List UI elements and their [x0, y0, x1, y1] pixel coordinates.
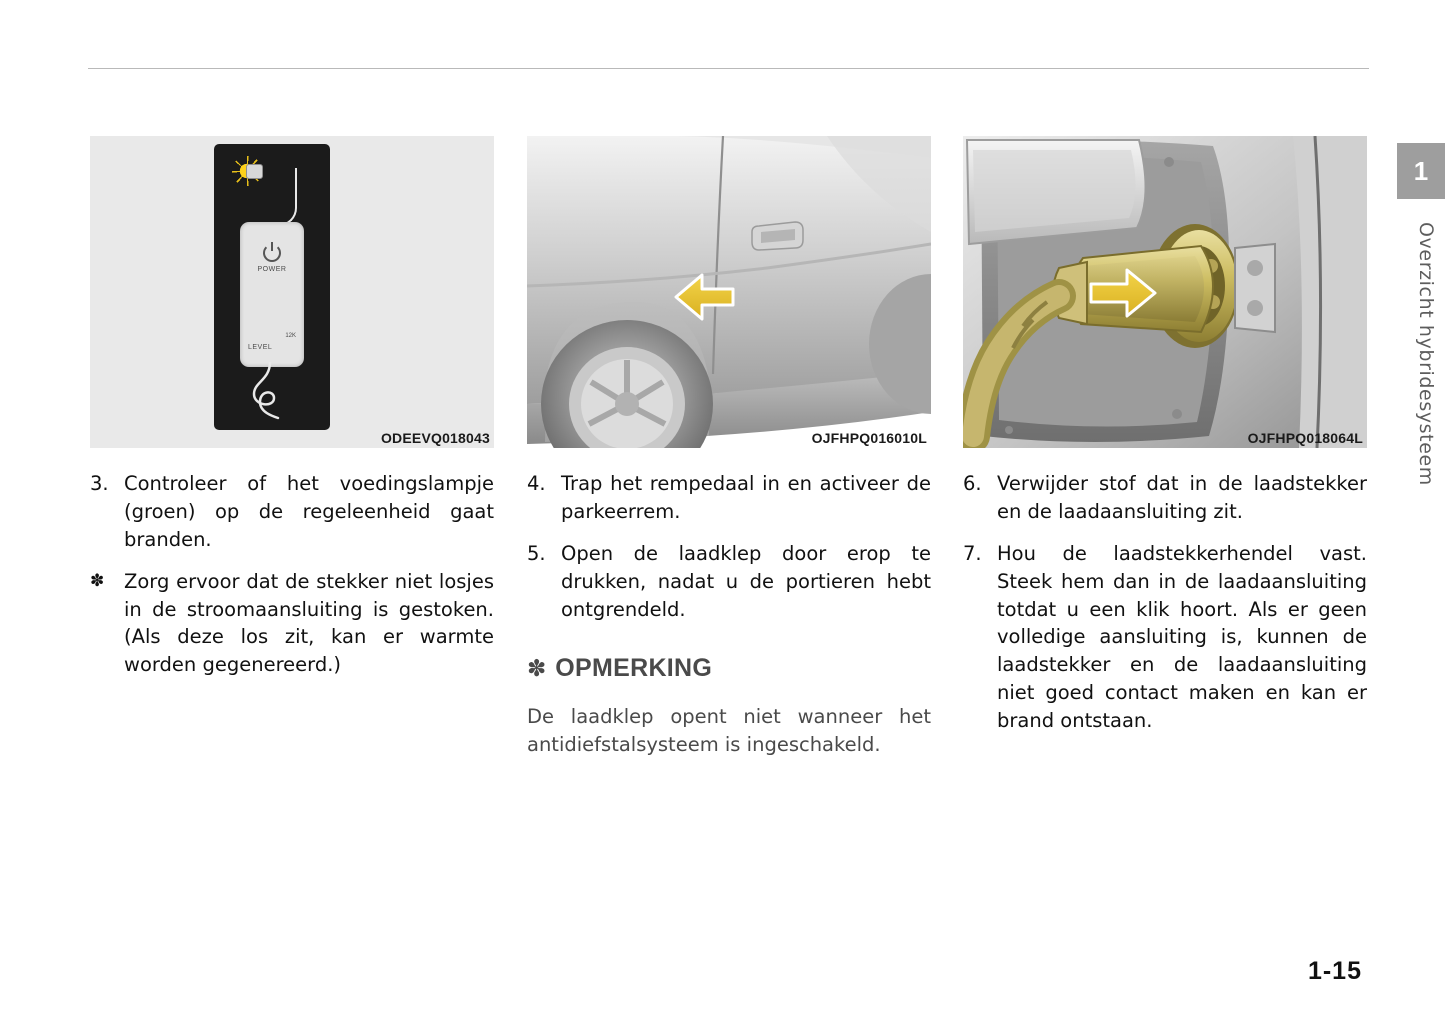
- item-text: Trap het rempedaal in en activeer de parkeerrem.: [561, 472, 931, 523]
- list-item: [527, 540, 931, 624]
- item-marker: 5.: [527, 541, 546, 565]
- item-marker: ✽: [90, 570, 105, 591]
- page-number: 1-15: [1307, 957, 1362, 985]
- list-item: [90, 470, 494, 554]
- item-text: Zorg ervoor dat de stekker niet losjes in de stroomaansluiting is gestoken. (Als deze los zit, kan er warmte worden gegenereerd.): [124, 569, 494, 677]
- item-text: Verwijder stof dat in de laadstekker en de laadaansluiting zit.: [997, 472, 1367, 523]
- power-icon: [263, 244, 281, 262]
- item-text: Open de laadklep door erop te drukken, nadat u de portieren hebt ontgrendeld.: [561, 541, 931, 621]
- figure-charge-door-location: [527, 136, 931, 448]
- item-text: Hou de laadstekkerhendel vast. Steek hem dan in de laadaansluiting totdat u een klik hoort. Als er geen volledige aansluiting is, kunnen de laadstekker en de laadaansluiting niet goed contact maken en kan er brand ontstaan.: [997, 541, 1367, 732]
- car-side-illustration: [527, 136, 931, 448]
- figure-charging-connector: [963, 136, 1367, 448]
- column-2: [527, 136, 931, 760]
- note-heading: [527, 651, 931, 687]
- charging-connector-illustration: [963, 136, 1367, 448]
- section-side-title: Overzicht hybridesysteem: [1415, 222, 1437, 486]
- item-marker: 7.: [963, 541, 982, 565]
- figure-caption: ODEEVQ018043: [380, 430, 490, 446]
- header-rule: [88, 68, 1369, 69]
- figure-caption: OJFHPQ016010L: [811, 430, 927, 446]
- column-2-text: [527, 470, 931, 760]
- column-1-text: [90, 470, 494, 679]
- level-label: LEVEL: [248, 344, 273, 351]
- cord-lower: [248, 362, 296, 420]
- note-title: OPMERKING: [555, 654, 713, 683]
- figure-charger-control-box: [90, 136, 494, 448]
- chapter-tab: [1397, 143, 1445, 199]
- column-1: [90, 136, 494, 693]
- note-body: De laadklep opent niet wanneer het antidiefstalsysteem is ingeschakeld.: [527, 705, 931, 757]
- latch-bracket: [1235, 244, 1275, 332]
- column-3-text: [963, 470, 1367, 735]
- chapter-number: 1: [1413, 155, 1429, 186]
- list-item: [90, 568, 494, 680]
- list-item: [527, 470, 931, 526]
- note-star-icon: ✽: [527, 655, 547, 682]
- item-text: Controleer of het voedingslampje (groen) op de regeleenheid gaat branden.: [124, 472, 494, 551]
- cord-upper: [261, 168, 297, 226]
- item-marker: 6.: [963, 472, 982, 495]
- list-item: [963, 470, 1367, 526]
- charger-control-box-illustration: [214, 144, 330, 430]
- power-label: POWER: [257, 266, 287, 273]
- item-marker: 4.: [527, 472, 546, 495]
- column-3: [963, 136, 1367, 749]
- list-item: [963, 540, 1367, 735]
- item-marker: 3.: [90, 472, 109, 495]
- level-value: 12K: [285, 333, 296, 339]
- control-unit: [240, 222, 304, 367]
- door-handle-illustration: [752, 222, 803, 250]
- figure-caption: OJFHPQ018064L: [1247, 430, 1363, 446]
